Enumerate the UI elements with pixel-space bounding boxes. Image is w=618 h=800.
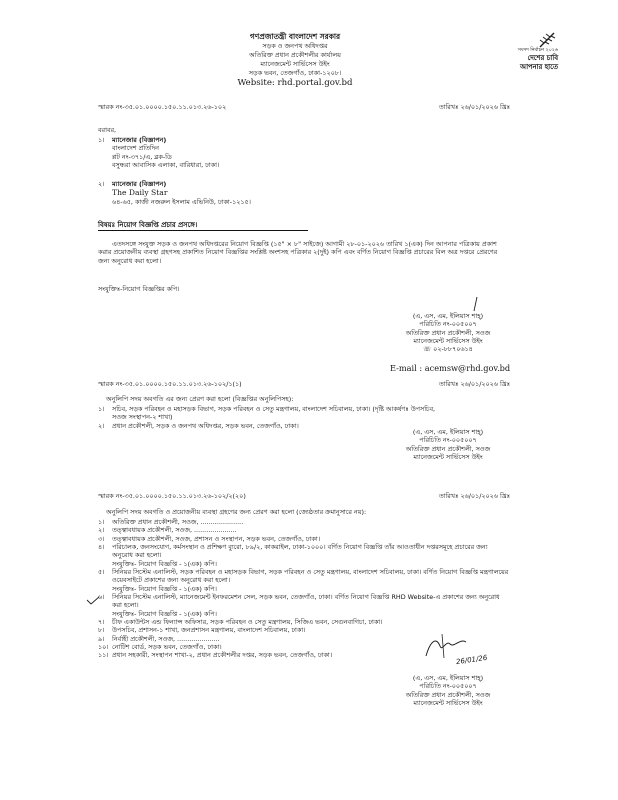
signatory-designation: অতিরিক্ত প্রধান প্রকৌশলী, সওজ [405, 328, 491, 337]
memo-date: তারিখঃ ২৬/০১/২০২৬ খ্রিঃ [438, 380, 510, 388]
department-name: সড়ক ও জনপথ অধিদপ্তর [262, 42, 328, 50]
signatory-wing: ম্যানেজমেন্ট সার্ভিসেস উইং [413, 336, 483, 345]
list-item: ৫। সিনিয়র সিস্টেম এনালিস্ট, সড়ক পরিবহন ও মহাসড়ক বিভাগ, সড়ক পরিবহন ও সেতু মন্ত্রণালয়, বাংলাদেশ সচিবালয়, ঢাকা। বর্ণিত নিয়োগ বিজ্ঞপ্তি মন্ত্রণালয়ের ওয়েবসাইটে প্রকাশের জন্য অনুরোধ করা হলো। সংযুক্তিঃ- নিয়োগ বিজ্ঞপ্তি - ১(এক) কপি। [98, 567, 509, 593]
list-item: ২। প্রধান প্রকৌশলী, সড়ক ও জনপথ অধিদপ্তর, সড়ক ভবন, তেজগাঁও, ঢাকা। [98, 421, 299, 430]
signatory-name: (এ, এস, এম, ইলিয়াস শাহ্) [412, 674, 484, 682]
signature-block [378, 296, 518, 354]
list-item: ১১। প্রধান সহকারী, সংস্থাপন শাখা-২, প্রধান প্রকৌশলীর দপ্তর, সড়ক ভবন, তেজগাঁও, ঢাকা। [98, 651, 333, 660]
signature-block [378, 428, 518, 461]
memo-number: স্মারক নং-৩৫.০১.০০০০.১৫০.১১.০১৩.২৬-১০২ [98, 103, 227, 111]
to-label: বরাবর, [98, 126, 117, 134]
tick-mark-icon [86, 596, 100, 606]
recipient-2-line: ৬৪-৬৫, কাজী নজরুল ইসলাম এভিনিউ, ঢাকা-১২১৫। [112, 198, 251, 207]
election-logo-line3: আপনার হাতে [519, 63, 558, 72]
signatory-designation: অতিরিক্ত প্রধান প্রকৌশলী, সওজ [405, 690, 491, 699]
signatory-wing: ম্যানেজমেন্ট সার্ভিসেস উইং [413, 698, 483, 707]
election-logo [488, 32, 558, 72]
list-item: ১। অতিরিক্ত প্রধান প্রকৌশলী, সওজ, ..................... [98, 518, 244, 526]
memo-number: স্মারক নং-৩৫.০১.০০০০.১৫০.১১.০১৩.২৬-১০২/২(২০) [98, 492, 246, 500]
signatory-designation: অতিরিক্ত প্রধান প্রকৌশলী, সওজ [405, 444, 491, 453]
attachment-note: সংযুক্তিঃ- নিয়োগ বিজ্ঞপ্তি - ১(এক) কপি। [112, 559, 217, 568]
body-paragraph: এতদসঙ্গে সংযুক্ত সড়ক ও জনপথ অধিদপ্তরের নিয়োগ বিজ্ঞপ্তি (১৫" × ৮" সাইজে) আগামী ২৮-০১-২০২৬ তারিখ ১(এক) দিন আপনার পত্রিকায় প্রকাশ করার প্রয়োজনীয় ব্যবস্থা গ্রহণসহ প্রকাশিত নিয়োগ বিজ্ঞপ্তির সংশ্লিষ্ট অংশসহ পত্রিকার ২(দুই) কপি এবং বর্ণিত নিয়োগ বিজ্ঞপ্তি প্রচারের বিল অত্র দপ্তরে প্রেরণের জন্য অনুরোধ করা হলো। [98, 240, 498, 265]
attachment-note: সংযুক্তিঃ- নিয়োগ বিজ্ঞপ্তি - ১(এক) কপি। [112, 609, 217, 618]
handwritten-date: 26/01/26 [455, 653, 488, 667]
office-address: সড়ক ভবন, তেজগাঁও, ঢাকা-১২০৮। [248, 69, 342, 77]
signatory-name: (এ, এস, এম, ইলিয়াস শাহ্) [412, 312, 484, 320]
signatory-phone: ☏ ০২-৮৮৭০৬১৪ [423, 345, 473, 354]
list-item: ১০। নোটিশ বোর্ড, সড়ক ভবন, তেজগাঁও, ঢাকা। [98, 642, 222, 651]
list-item: ৩। তত্ত্বাবধায়ক প্রকৌশলী, সওজ, প্রশাসন ও সংস্থাপন, সড়ক ভবন, তেজগাঁও, ঢাকা। [98, 534, 320, 543]
signatory-id: পরিচিতি নং-০০৫০০৭ [419, 320, 477, 329]
signatory-email: E-mail : acemsw@rhd.gov.bd [390, 363, 511, 373]
recipient-1-line: বাংলাদেশ প্রতিদিন [112, 144, 159, 153]
list-item: ২। তত্ত্বাবধায়ক প্রকৌশলী, সওজ, ..................... [98, 526, 237, 535]
recipient-2-line: The Daily Star [112, 188, 168, 198]
list-item: ৯। নির্বাহী প্রকৌশলী, সওজ, ..................... [98, 634, 220, 643]
copy-intro: অনুলিপি সদয় অবগতি ও প্রয়োজনীয় ব্যবস্থা গ্রহণের জন্য প্রেরণ করা হলো (জ্যেষ্ঠতার ক্রমানুসারে নয়): [106, 508, 367, 516]
attachment-note: সংযুক্তিঃ- নিয়োগ বিজ্ঞপ্তি - ১(এক) কপি। [112, 584, 217, 593]
signature-stroke-icon [460, 296, 490, 312]
subject-line: বিষয়ঃ নিয়োগ বিজ্ঞপ্তি প্রচার প্রসঙ্গে। [98, 221, 198, 229]
memo-date: তারিখঃ ২৬/০১/২০২৬ খ্রিঃ [438, 103, 510, 111]
list-item: ৮। উপসচিব, প্রশাসন-১ শাখা, জনপ্রশাসন মন্ত্রণালয়, বাংলাদেশ সচিবালয়, ঢাকা। [98, 626, 306, 635]
attachment-note: সংযুক্তিঃ-নিয়োগ বিজ্ঞপ্তির কপি। [98, 285, 180, 293]
signatory-id: পরিচিতি নং-০০৫০০৭ [419, 682, 477, 691]
memo-date: তারিখঃ ২৬/০১/২০২৬ খ্রিঃ [438, 492, 510, 500]
recipient-1-title: ম্যানেজার (বিজ্ঞাপন) [112, 136, 167, 144]
recipient-2-title: ম্যানেজার (বিজ্ঞাপন) [112, 180, 167, 188]
office-name: অতিরিক্ত প্রধান প্রকৌশলীর কার্যালয় [249, 51, 341, 59]
memo-number: স্মারক নং-৩৫.০১.০০০০.১৫০.১১.০১৩.২৬-১০২/১(১) [98, 380, 242, 388]
recipient-2-num: ২। [98, 180, 105, 188]
wing-name: ম্যানেজমেন্ট সার্ভিসেস উইং [260, 60, 330, 68]
recipient-1-num: ১। [98, 136, 105, 144]
recipient-1-line: প্লট নং-৩৭১/এ, ব্লক-ডি [112, 152, 172, 161]
recipient-1-line: বসুন্ধরা আবাসিক এলাকা, বারিধারা, ঢাকা। [112, 160, 220, 169]
election-logo-line1: সংসদ নির্বাচন ২০২৬ [517, 48, 558, 53]
website: Website: rhd.portal.gov.bd [237, 78, 353, 88]
signature-block [378, 674, 518, 707]
list-item: ৪। পরিচালক, জনসংযোগ, কর্মসংস্থান ও প্রশিক্ষণ ব্যুরো, ৮৯/২, কাকরাইল, ঢাকা-১০০০। বর্ণিত নিয়োগ বিজ্ঞপ্তি তাঁর আওতাধীন দপ্তরসমূহে প্রচারের জন্য অনুরোধ করা হলো। সংযুক্তিঃ- নিয়োগ বিজ্ঞপ্তি - ১(এক) কপি। [98, 542, 488, 568]
signatory-wing: ম্যানেজমেন্ট সার্ভিসেস উইং [413, 452, 483, 461]
wheat-icon [536, 32, 558, 48]
copy-intro: অনুলিপি সদয় অবগতি এর জন্য প্রেরণ করা হলো (বিজ্ঞপ্তির অনুলিপিসহ): [106, 395, 294, 403]
list-item: ৬। সিনিয়র সিস্টেম এনালিস্ট, ম্যানেজমেন্ট ইনফরমেশন সেল, সড়ক ভবন, তেজগাঁও, ঢাকা। বর্ণিত নিয়োগ বিজ্ঞপ্তি RHD Website-এ প্রকাশের জন্য অনুরোধ করা হলো। সংযুক্তিঃ- নিয়োগ বিজ্ঞপ্তি - ১(এক) কপি। [98, 592, 500, 618]
recipient-1 [98, 136, 298, 169]
subject-underline [98, 230, 308, 231]
election-logo-line2: দেশের চাবি [527, 54, 558, 63]
list-item: ৭। চীফ একাউন্টস এন্ড ফিন্যান্স অফিসার, সড়ক পরিবহন ও সেতু মন্ত্রণালয়, সিজিএ ভবন, সেগুনবাগিচা, ঢাকা। [98, 617, 383, 626]
list-item: ১। সচিব, সড়ক পরিবহন ও মহাসড়ক বিভাগ, সড়ক পরিবহন ও সেতু মন্ত্রণালয়, বাংলাদেশ সচিবালয়, ঢাকা। (দৃষ্টি আকর্ষণঃ উপসচিব, সওজ সংস্থাপন-২ শাখা) [98, 405, 436, 422]
recipient-2 [98, 180, 318, 207]
signatory-id: পরিচিতি নং-০০৫০০৭ [419, 436, 477, 445]
copy-list [98, 405, 438, 430]
signatory-name: (এ, এস, এম, ইলিয়াস শাহ্) [412, 428, 484, 436]
govt-name: গণপ্রজাতন্ত্রী বাংলাদেশ সরকার [249, 32, 341, 41]
